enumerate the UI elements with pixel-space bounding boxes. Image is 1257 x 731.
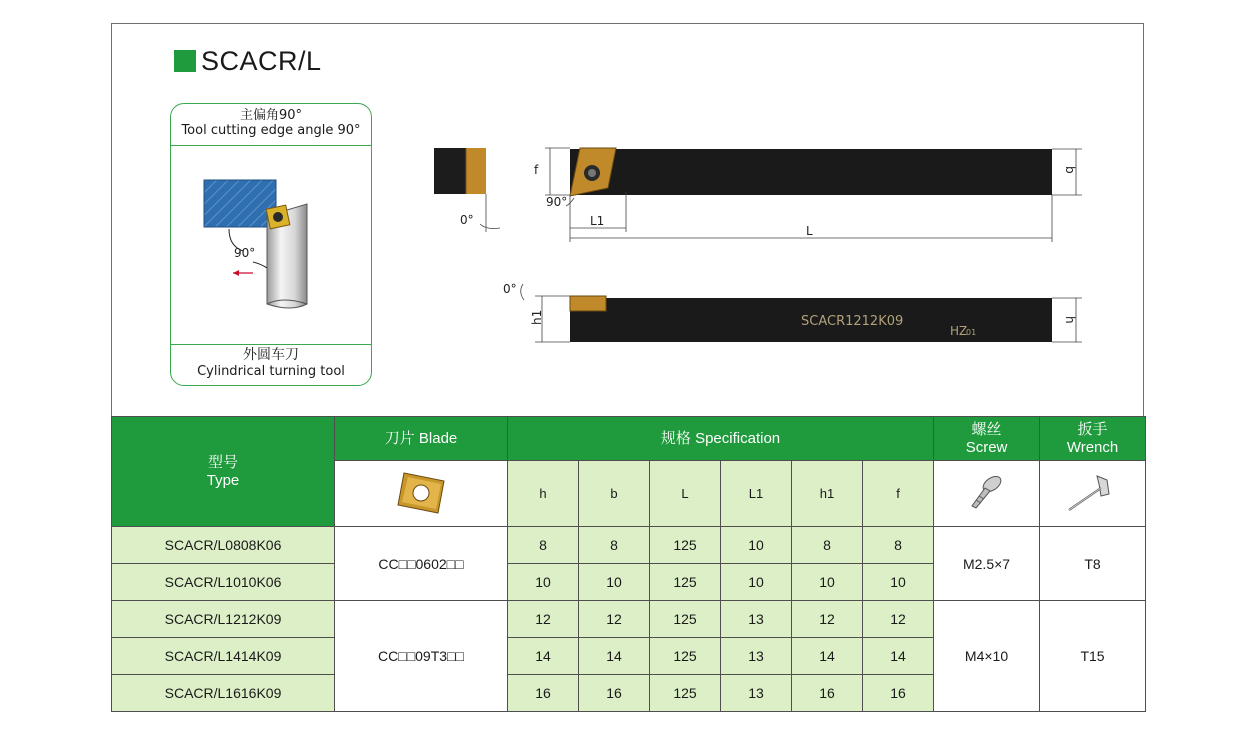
value-cell: 12: [792, 601, 863, 638]
panel-top-en: Tool cutting edge angle 90°: [181, 123, 361, 138]
col-header-b: b: [579, 461, 650, 527]
dim-l1-label: L1: [590, 214, 605, 228]
type-cell: SCACR/L1010K06: [112, 564, 335, 601]
value-cell: 13: [721, 638, 792, 675]
panel-bottom-cn: 外圆车刀: [243, 347, 299, 363]
screw-cell: M2.5×7: [934, 527, 1040, 601]
side-view-insert: [570, 296, 606, 311]
top-view-body: [570, 149, 1052, 195]
col-header-h: h: [508, 461, 579, 527]
value-cell: 8: [579, 527, 650, 564]
wrench-cell: T15: [1040, 601, 1146, 712]
value-cell: 12: [508, 601, 579, 638]
tool-drawing: [420, 120, 1140, 390]
value-cell: 14: [792, 638, 863, 675]
col-header-f: f: [863, 461, 934, 527]
corner-angle-label: 90°: [546, 195, 568, 209]
dim-f-label: f: [534, 163, 539, 177]
turning-illustration: [171, 146, 370, 344]
screw-header: 螺丝 Screw: [934, 417, 1040, 461]
table-row: [112, 527, 1146, 564]
feed-direction-icon: [233, 270, 239, 276]
dim-h-label: h: [1063, 316, 1077, 324]
value-cell: 8: [792, 527, 863, 564]
value-cell: 13: [721, 675, 792, 712]
value-cell: 125: [650, 527, 721, 564]
value-cell: 16: [579, 675, 650, 712]
value-cell: 10: [792, 564, 863, 601]
screw-image-cell: [934, 461, 1040, 527]
brand-mark: HZ: [950, 324, 968, 338]
brand-mark-sub: 01: [966, 328, 977, 337]
value-cell: 125: [650, 601, 721, 638]
value-cell: 14: [508, 638, 579, 675]
dim-l-label: L: [806, 224, 813, 238]
side-angle-label: 0°: [503, 282, 517, 296]
value-cell: 10: [863, 564, 934, 601]
type-cell: SCACR/L0808K06: [112, 527, 335, 564]
value-cell: 125: [650, 675, 721, 712]
panel-divider-bottom: [171, 344, 371, 345]
value-cell: 16: [508, 675, 579, 712]
value-cell: 13: [721, 601, 792, 638]
panel-top-cn: 主偏角90°: [239, 108, 303, 123]
table-row: [112, 601, 1146, 638]
value-cell: 125: [650, 564, 721, 601]
type-cell: SCACR/L1414K09: [112, 638, 335, 675]
type-cell: SCACR/L1616K09: [112, 675, 335, 712]
wrench-header: 扳手 Wrench: [1040, 417, 1146, 461]
value-cell: 10: [508, 564, 579, 601]
value-cell: 8: [508, 527, 579, 564]
value-cell: 10: [721, 564, 792, 601]
type-cell: SCACR/L1212K09: [112, 601, 335, 638]
blade-insert-icon: [386, 467, 456, 517]
title-marker-icon: [174, 50, 196, 72]
page-title: [174, 44, 322, 78]
value-cell: 8: [863, 527, 934, 564]
value-cell: 16: [792, 675, 863, 712]
end-view-insert: [466, 148, 486, 194]
panel-angle-label: 90°: [234, 246, 256, 260]
col-header-L1: L1: [721, 461, 792, 527]
screw-icon: [962, 470, 1012, 514]
value-cell: 12: [579, 601, 650, 638]
end-view-angle: 0°: [460, 213, 474, 227]
blade-header: 刀片 Blade: [335, 417, 508, 461]
dim-h1-label: h1: [530, 309, 544, 325]
blade-cell: CC□□09T3□□: [335, 601, 508, 712]
specification-table: [111, 416, 1146, 712]
wrench-icon: [1063, 470, 1123, 514]
wrench-cell: T8: [1040, 527, 1146, 601]
spec-header: 规格 Specification: [508, 417, 934, 461]
dim-b-label: b: [1063, 166, 1077, 174]
tool-marking: SCACR1212K09: [801, 314, 904, 329]
value-cell: 14: [863, 638, 934, 675]
col-header-L: L: [650, 461, 721, 527]
workpiece-icon: [204, 180, 276, 227]
panel-bottom-en: Cylindrical turning tool: [197, 364, 345, 379]
value-cell: 125: [650, 638, 721, 675]
blade-image-cell: [335, 461, 508, 527]
title-text: SCACR/L: [201, 45, 322, 76]
screw-cell: M4×10: [934, 601, 1040, 712]
value-cell: 10: [721, 527, 792, 564]
blade-cell: CC□□0602□□: [335, 527, 508, 601]
value-cell: 12: [863, 601, 934, 638]
type-header: 型号 Type: [112, 417, 335, 527]
value-cell: 16: [863, 675, 934, 712]
value-cell: 14: [579, 638, 650, 675]
angle-illustration-panel: [170, 103, 372, 386]
col-header-h1: h1: [792, 461, 863, 527]
wrench-image-cell: [1040, 461, 1146, 527]
value-cell: 10: [579, 564, 650, 601]
